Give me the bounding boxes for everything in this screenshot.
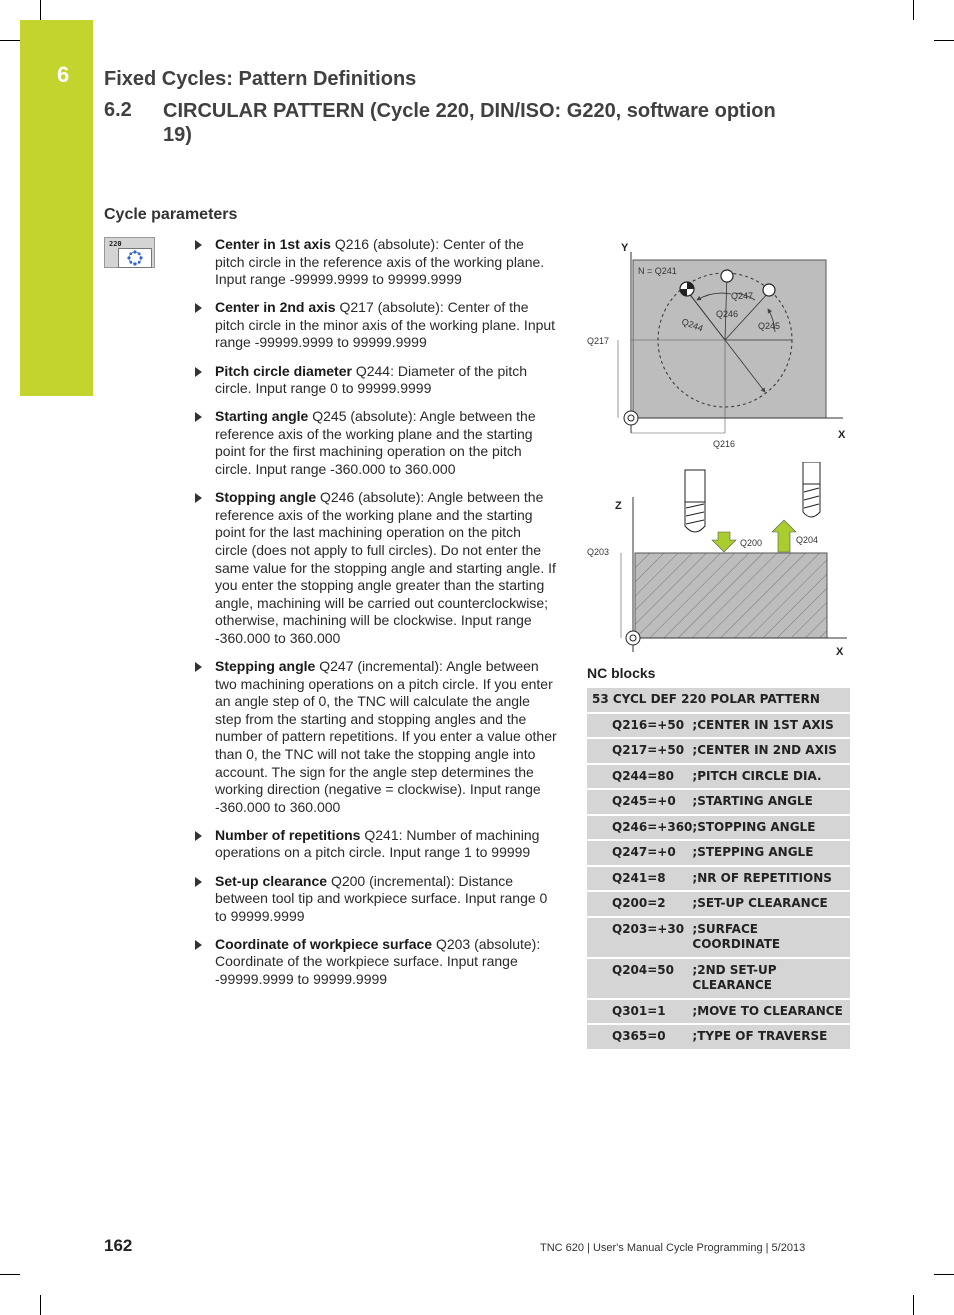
param-desc: Q241: Number of machining operations on a pitch circle. Input range 1 to 99999 (215, 826, 540, 861)
nc-comment: ;CENTER IN 2ND AXIS (692, 738, 850, 764)
label-q204: Q204 (796, 535, 819, 545)
label-q203: Q203 (587, 547, 610, 557)
crop-mark (40, 1295, 41, 1315)
nc-comment: ;CENTER IN 1ST AXIS (692, 713, 850, 739)
parameter-list (195, 236, 557, 999)
param-term: Center in 2nd axis (215, 299, 336, 316)
param-desc: Q246 (absolute): Angle between the reference axis of the working plane and the starting point for the last machining operation on the pitch circle (does not apply to full circles). Do not enter the same value for the stopping angle and starting angle. If you enter the stopping angle greater than the starting angle, machining will be carried out counterclockwise; otherwise, machining will be clockwise. Input range -360.000 to 360.000 (215, 489, 556, 646)
circular-pattern-diagram (585, 236, 855, 454)
nc-header-row: 53 CYCL DEF 220 POLAR PATTERN (587, 688, 850, 713)
nc-comment: ;PITCH CIRCLE DIA. (692, 764, 850, 790)
nc-param: Q241=8 (587, 866, 692, 892)
nc-param: Q216=+50 (587, 713, 692, 739)
label-q245: Q245 (758, 321, 781, 331)
nc-comment: ;NR OF REPETITIONS (692, 866, 850, 892)
crop-mark (913, 1295, 914, 1315)
clearance-diagram (585, 462, 855, 660)
param-starting-angle (195, 408, 557, 478)
table-row (587, 688, 850, 713)
label-q247: Q247 (731, 291, 754, 301)
table-row (587, 840, 850, 866)
param-term: Center in 1st axis (215, 236, 331, 252)
z-axis-label: Z (615, 500, 622, 512)
nc-blocks-table (587, 688, 850, 1051)
nc-blocks-heading: NC blocks (587, 665, 656, 681)
label-q216: Q216 (713, 439, 736, 449)
nc-param: Q204=50 (587, 958, 692, 999)
label-q244: Q244 (680, 316, 705, 334)
crop-mark (934, 1274, 954, 1275)
param-term: Set-up clearance (215, 872, 328, 889)
footer-text: TNC 620 | User's Manual Cycle Programming | 5/2013 (540, 1242, 806, 1254)
bullet-triangle-icon (195, 831, 202, 841)
crop-mark (0, 1274, 20, 1275)
bullet-triangle-icon (195, 493, 202, 503)
table-row (587, 764, 850, 790)
table-row (587, 789, 850, 815)
section-title: CIRCULAR PATTERN (Cycle 220, DIN/ISO: G220, software option 19) (163, 100, 776, 146)
label-n-q241: N = Q241 (638, 266, 677, 276)
param-term: Stopping angle (215, 489, 317, 506)
table-row (587, 958, 850, 999)
param-setup-clearance (195, 873, 557, 926)
nc-comment: ;SET-UP CLEARANCE (692, 891, 850, 917)
crop-mark (40, 0, 41, 20)
bullet-triangle-icon (195, 877, 202, 887)
table-row (587, 1024, 850, 1050)
param-term: Coordinate of workpiece surface (215, 935, 433, 952)
table-row (587, 815, 850, 841)
table-row (587, 999, 850, 1025)
nc-param: Q245=+0 (587, 789, 692, 815)
nc-comment: ;TYPE OF TRAVERSE (692, 1024, 850, 1050)
nc-comment: ;2ND SET-UP CLEARANCE (692, 958, 850, 999)
param-desc: Q217 (absolute): Center of the pitch circle in the minor axis of the working plane. Input range -99999.9999 to 99999.9999 (215, 299, 556, 351)
circle-pattern-icon (118, 248, 152, 268)
nc-comment: ;MOVE TO CLEARANCE (692, 999, 850, 1025)
param-workpiece-surface (195, 936, 557, 989)
table-row (587, 866, 850, 892)
x-axis-label: X (836, 646, 844, 658)
nc-param: Q244=80 (587, 764, 692, 790)
crop-mark (913, 0, 914, 20)
table-row (587, 713, 850, 739)
nc-param: Q365=0 (587, 1024, 692, 1050)
nc-param: Q246=+360 (587, 815, 692, 841)
bullet-triangle-icon (195, 367, 202, 377)
crop-mark (934, 40, 954, 41)
bullet-triangle-icon (195, 940, 202, 950)
param-center-1st-axis (195, 236, 557, 289)
page-number: 162 (104, 1236, 133, 1255)
section-number: 6.2 (104, 99, 132, 121)
cycle-220-icon (104, 237, 155, 268)
cycle-icon-label: 220 (109, 240, 122, 248)
y-axis-label: Y (621, 242, 629, 254)
chapter-number: 6 (57, 62, 70, 87)
bullet-triangle-icon (195, 662, 202, 672)
nc-comment: ;STOPPING ANGLE (692, 815, 850, 841)
param-center-2nd-axis (195, 299, 557, 352)
param-term: Stepping angle (215, 657, 316, 674)
param-term: Number of repetitions (215, 826, 361, 843)
table-row (587, 738, 850, 764)
nc-comment: ;SURFACE COORDINATE (692, 917, 850, 958)
nc-comment: ;STEPPING ANGLE (692, 840, 850, 866)
param-desc: Q200 (incremental): Distance between tool tip and workpiece surface. Input range 0 to 99999.9999 (215, 872, 548, 924)
param-pitch-circle-diameter (195, 363, 557, 398)
table-row (587, 891, 850, 917)
nc-param: Q247=+0 (587, 840, 692, 866)
param-term: Pitch circle diameter (215, 362, 352, 379)
label-q217: Q217 (587, 336, 610, 346)
param-desc: Q216 (absolute): Center of the pitch circle in the reference axis of the working plane. Input range -99999.9999 to 99999.9999 (215, 236, 545, 288)
param-term: Starting angle (215, 408, 309, 425)
param-desc: Q203 (absolute): Coordinate of the workpiece surface. Input range -99999.9999 to 99999.9999 (215, 935, 541, 987)
nc-comment: ;STARTING ANGLE (692, 789, 850, 815)
nc-param: Q200=2 (587, 891, 692, 917)
param-desc: Q247 (incremental): Angle between two machining operations on a pitch circle. If you enter an angle step of 0, the TNC will calculate the angle step from the starting and stopping angles and the number of pattern repetitions. If you enter a value other than 0, the TNC will not take the stopping angle into account. The sign for the angle step determines the working direction (negative = clockwise). Input range -360.000 to 360.000 (215, 657, 557, 815)
bullet-triangle-icon (195, 303, 202, 313)
nc-param: Q217=+50 (587, 738, 692, 764)
param-stopping-angle (195, 489, 557, 647)
label-q246: Q246 (716, 309, 739, 319)
param-stepping-angle (195, 658, 557, 816)
crop-mark (0, 40, 20, 41)
nc-param: Q203=+30 (587, 917, 692, 958)
label-q200: Q200 (740, 538, 763, 548)
bullet-triangle-icon (195, 240, 202, 250)
x-axis-label: X (838, 429, 846, 441)
param-desc: Q245 (absolute): Angle between the reference axis of the working plane and the starting point for the first machining operation on the pitch circle. Input range -360.000 to 360.000 (215, 408, 536, 478)
bullet-triangle-icon (195, 412, 202, 422)
table-row (587, 917, 850, 958)
param-desc: Q244: Diameter of the pitch circle. Input range 0 to 99999.9999 (215, 362, 528, 397)
nc-param: Q301=1 (587, 999, 692, 1025)
param-number-of-repetitions (195, 827, 557, 862)
chapter-title: Fixed Cycles: Pattern Definitions (104, 68, 417, 90)
cycle-parameters-heading: Cycle parameters (104, 206, 238, 223)
